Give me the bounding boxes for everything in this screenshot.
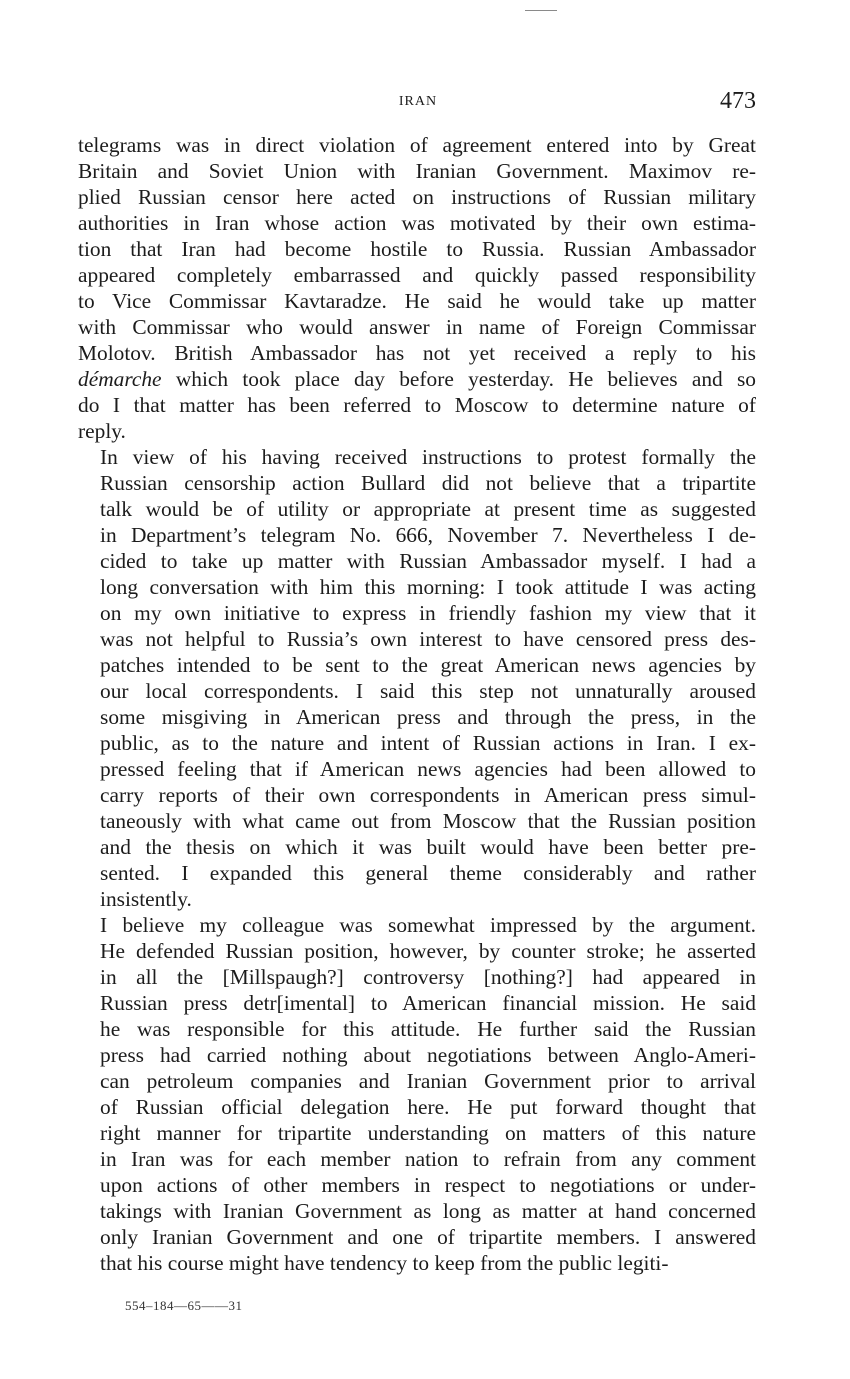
body-text [78, 132, 756, 1276]
text-line: in all the [Millspaugh?] controversy [nothing?] had appeared in [100, 965, 756, 989]
text-line: I believe my colleague was somewhat impressed by the argument. [100, 913, 756, 937]
text-line: press had carried nothing about negotiations between Anglo-Ameri- [100, 1043, 756, 1067]
text-line: plied Russian censor here acted on instructions of Russian military [78, 185, 756, 209]
text-line: upon actions of other members in respect to negotiations or under- [100, 1173, 756, 1197]
text-line: to Vice Commissar Kavtaradze. He said he would take up matter [78, 289, 756, 313]
text-line: takings with Iranian Government as long as matter at hand concerned [100, 1199, 756, 1223]
text-line: Russian press detr[imental] to American financial mission. He said [100, 991, 756, 1015]
text-line: authorities in Iran whose action was motivated by their own estima- [78, 211, 756, 235]
text-line: our local correspondents. I said this step not unnaturally aroused [100, 679, 756, 703]
text-line: long conversation with him this morning: I took attitude I was acting [100, 575, 756, 599]
text-line: insistently. [100, 887, 192, 911]
text-line: carry reports of their own correspondents in American press simul- [100, 783, 756, 807]
paragraph [78, 912, 756, 1276]
text-line: appeared completely embarrassed and quickly passed responsibility [78, 263, 756, 287]
text-line: he was responsible for this attitude. He further said the Russian [100, 1017, 756, 1041]
running-head [80, 86, 756, 120]
text-line: pressed feeling that if American news agencies had been allowed to [100, 757, 756, 781]
text-line: of Russian official delegation here. He put forward thought that [100, 1095, 756, 1119]
text-line: public, as to the nature and intent of Russian actions in Iran. I ex- [100, 731, 756, 755]
text-line: démarche which took place day before yesterday. He believes and so [78, 367, 756, 391]
text-line: in Iran was for each member nation to refrain from any comment [100, 1147, 756, 1171]
text-line: Russian censorship action Bullard did not believe that a tripartite [100, 471, 756, 495]
text-line: with Commissar who would answer in name of Foreign Commissar [78, 315, 756, 339]
text-line: in Department’s telegram No. 666, November 7. Nevertheless I de- [100, 523, 756, 547]
text-line: and the thesis on which it was built would have been better pre- [100, 835, 756, 859]
top-rule [525, 10, 557, 11]
text-line: tion that Iran had become hostile to Russia. Russian Ambassador [78, 237, 756, 261]
text-line: In view of his having received instructions to protest formally the [100, 445, 756, 469]
text-line: Molotov. British Ambassador has not yet received a reply to his [78, 341, 756, 365]
text-line: taneously with what came out from Moscow that the Russian position [100, 809, 756, 833]
text-line: some misgiving in American press and through the press, in the [100, 705, 756, 729]
text-line: Britain and Soviet Union with Iranian Government. Maximov re- [78, 159, 756, 183]
paragraph [78, 444, 756, 912]
text-line: sented. I expanded this general theme considerably and rather [100, 861, 756, 885]
footer-print-code: 554–184—65——31 [125, 1298, 243, 1313]
text-line: that his course might have tendency to keep from the public legiti- [100, 1251, 669, 1275]
text-line: on my own initiative to express in friendly fashion my view that it [100, 601, 756, 625]
section-title: IRAN [398, 94, 438, 109]
text-line: cided to take up matter with Russian Ambassador myself. I had a [100, 549, 756, 573]
text-line: patches intended to be sent to the great American news agencies by [100, 653, 756, 677]
text-line: He defended Russian position, however, by counter stroke; he asserted [100, 939, 756, 963]
text-line: do I that matter has been referred to Moscow to determine nature of [78, 393, 756, 417]
paragraph [78, 132, 756, 444]
text-line: telegrams was in direct violation of agreement entered into by Great [78, 133, 756, 157]
page-number: 473 [720, 88, 756, 114]
text-line: talk would be of utility or appropriate at present time as suggested [100, 497, 756, 521]
text-line: right manner for tripartite understanding on matters of this nature [100, 1121, 756, 1145]
text-line: only Iranian Government and one of tripartite members. I answered [100, 1225, 756, 1249]
text-line: reply. [78, 419, 126, 443]
text-line: can petroleum companies and Iranian Government prior to arrival [100, 1069, 756, 1093]
text-line: was not helpful to Russia’s own interest to have censored press des- [100, 627, 756, 651]
